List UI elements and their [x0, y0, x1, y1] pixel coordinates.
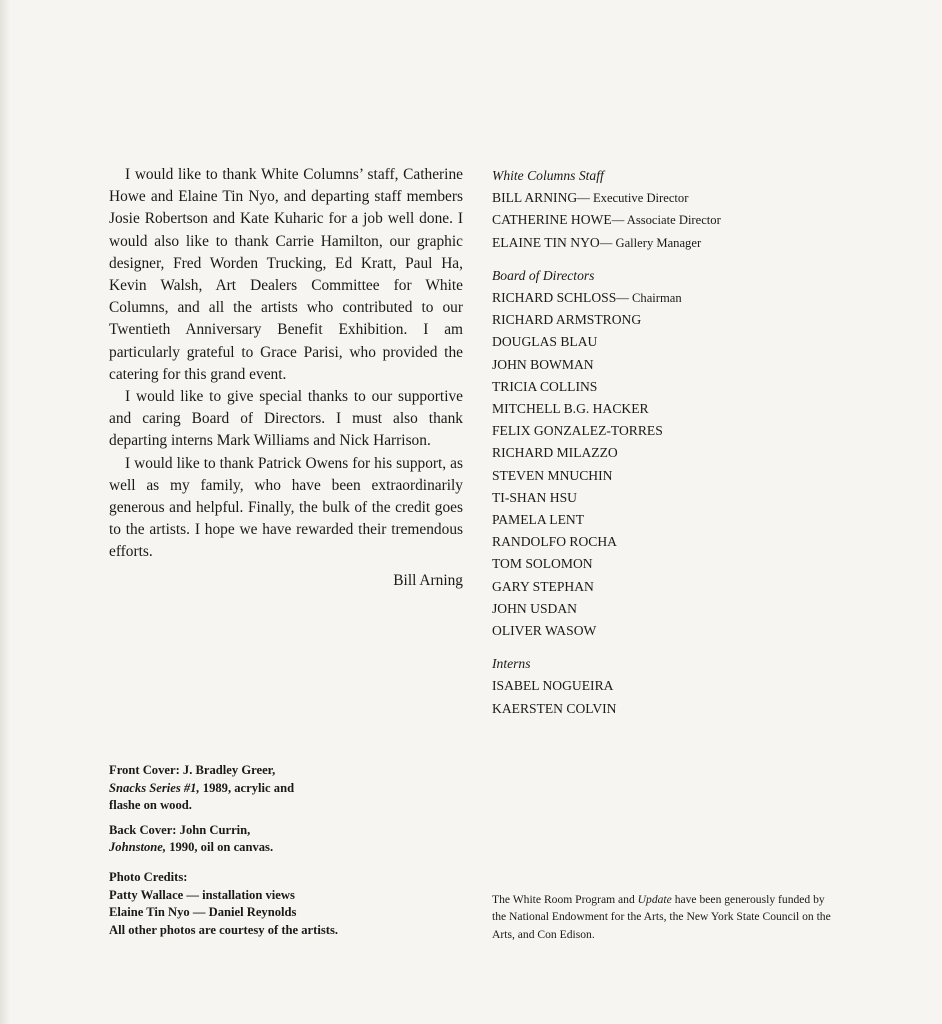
staff-role: — Gallery Manager: [599, 235, 702, 250]
photo-credit-line: All other photos are courtesy of the artists.: [109, 922, 338, 937]
board-member: RICHARD MILAZZO: [492, 445, 618, 461]
interns-heading: Interns: [492, 656, 531, 672]
front-cover-credit: [109, 762, 429, 815]
acknowledgment-paragraph-3: I would like to thank Patrick Owens for his support, as well as my family, who have been extraordinarily generous and helpful. Finally, the bulk of the credit goes to the artists. I hope we have rewarded their tremendous efforts.: [109, 454, 463, 561]
acknowledgment-paragraph-2: I would like to give special thanks to our supportive and caring Board of Directors. I must also thank departing interns Mark Williams and Nick Harrison.: [109, 388, 463, 450]
board-member: GARY STEPHAN: [492, 578, 594, 594]
acknowledgment-text: [109, 164, 463, 592]
board-member: TOM SOLOMON: [492, 556, 593, 572]
staff-directory: [492, 165, 832, 720]
staff-name: ELAINE TIN NYO: [492, 234, 600, 250]
page-fold-shadow: [0, 0, 10, 1024]
back-cover-details: 1990, oil on canvas.: [166, 840, 274, 855]
staff-name: BILL ARNING: [492, 190, 578, 206]
board-member: STEVEN MNUCHIN: [492, 467, 613, 483]
back-cover-credit: [109, 822, 429, 857]
board-chairman: [492, 287, 832, 309]
funding-text-start: The White Room Program and: [492, 893, 638, 906]
staff-member: [492, 187, 832, 209]
front-cover-details: 1989, acrylic and: [199, 780, 295, 795]
board-member: RANDOLFO ROCHA: [492, 534, 617, 550]
cover-credits: [109, 762, 429, 946]
acknowledgment-paragraph-1: I would like to thank White Columns’ staff, Catherine Howe and Elaine Tin Nyo, and departing staff members Josie Robertson and Kate Kuharic for a job well done. I would also like to thank Carrie Hamilton, our graphic designer, Fred Worden Trucking, Ed Kratt, Paul Ha, Kevin Walsh, Art Dealers Committee for White Columns, and all the artists who contributed to our Twentieth Anniversary Benefit Exhibition. I am particularly grateful to Grace Parisi, who provided the catering for this grand event.: [109, 166, 463, 383]
staff-heading: White Columns Staff: [492, 168, 604, 183]
photo-credits-heading: Photo Credits:: [109, 869, 188, 884]
back-cover-title: Johnstone,: [109, 840, 167, 855]
board-heading: Board of Directors: [492, 267, 595, 283]
back-cover-work: [109, 839, 429, 857]
board-member: TI-SHAN HSU: [492, 489, 577, 505]
photo-credit-line: Elaine Tin Nyo — Daniel Reynolds: [109, 905, 297, 920]
staff-name: CATHERINE HOWE: [492, 212, 612, 228]
staff-role: — Associate Director: [611, 213, 721, 228]
board-member: PAMELA LENT: [492, 512, 585, 528]
board-member: FELIX GONZALEZ-TORRES: [492, 423, 663, 439]
front-cover-title: Snacks Series #1,: [109, 780, 200, 795]
board-member: JOHN BOWMAN: [492, 356, 594, 372]
staff-member: [492, 232, 832, 254]
staff-role: — Executive Director: [577, 191, 689, 206]
front-cover-work: [109, 780, 429, 798]
board-member: OLIVER WASOW: [492, 623, 597, 639]
funding-text-end: have been generously funded by the National Endowment for the Arts, the New York State Council on the Arts, and Con Edison.: [492, 893, 831, 941]
photo-credit-line: Patty Wallace — installation views: [109, 887, 295, 902]
front-cover-line: Front Cover: J. Bradley Greer,: [109, 763, 276, 777]
funding-note: [492, 891, 832, 943]
board-list: [492, 287, 832, 642]
staff-list: [492, 187, 832, 254]
board-member: JOHN USDAN: [492, 600, 577, 616]
intern: ISABEL NOGUEIRA: [492, 678, 614, 694]
board-chairman-role: — Chairman: [616, 291, 682, 306]
board-chairman-name: RICHARD SCHLOSS: [492, 290, 617, 306]
interns-list: [492, 675, 832, 719]
intern: KAERSTEN COLVIN: [492, 700, 617, 716]
back-cover-line: Back Cover: John Currin,: [109, 822, 251, 837]
board-member: MITCHELL B.G. HACKER: [492, 401, 649, 417]
staff-member: [492, 209, 832, 231]
funding-publication: Update: [637, 893, 672, 906]
board-member: TRICIA COLLINS: [492, 378, 598, 394]
signature: Bill Arning: [393, 571, 463, 589]
photo-credits: [109, 869, 429, 939]
front-cover-medium: flashe on wood.: [109, 798, 192, 813]
board-member: RICHARD ARMSTRONG: [492, 312, 642, 328]
board-member: DOUGLAS BLAU: [492, 334, 598, 350]
